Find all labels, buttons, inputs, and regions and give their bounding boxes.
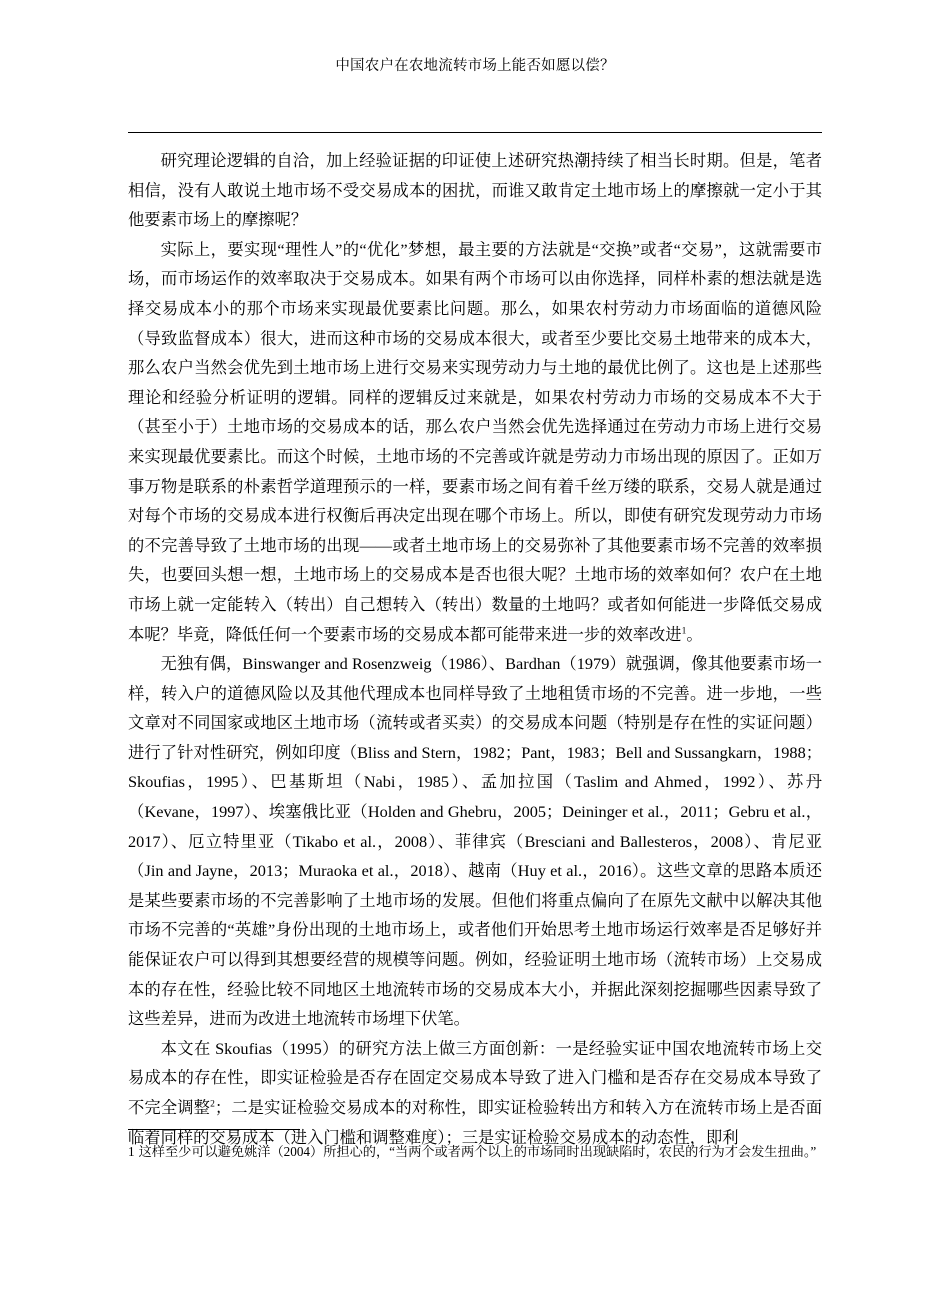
paragraph-3-text: 无独有偶，Binswanger and Rosenzweig（1986）、Bardhan（1979）就强调，像其他要素市场一样，转入户的道德风险以及其他代理成本也同样导致了土地租赁市场的不完善。进一步地，一些文章对不同国家或地区土地市场（流转或者买卖）的交易成本问题（特别是存在性的实证问题）进行了针对性研究，例如印度（Bliss and Stern，1982；Pant，1983；Bell and Sussangkarn，1988；Skoufias，1995）、巴基斯坦（Nabi，1985）、孟加拉国（Taslim and Ahmed，1992）、苏丹（Kevane，1997）、埃塞俄比亚（Holden and Ghebru，2005；Deininger et al.，2011；Gebru et al.，2017）、厄立特里亚（Tikabo et al.，2008）、菲律宾（Bresciani and Ballesteros，2008）、肯尼亚（Jin and Jayne，2013；Muraoka et al.，2018）、越南（Huy et al.，2016）。这些文章的思路本质还是某些要素市场的不完善影响了土地市场的发展。但他们将重点偏向了在原先文献中以解决其他市场不完善的“英雄”身份出现的土地市场上，或者他们开始思考土地市场运行效率是否足够好并能保证农户可以得到其想要经营的规模等问题。例如，经验证明土地市场（流转市场）上交易成本的存在性，经验比较不同地区土地流转市场的交易成本大小，并据此深刻挖掘哪些因素导致了这些差异，进而为改进土地流转市场埋下伏笔。: [128, 654, 822, 1029]
paragraph-2: [128, 235, 822, 649]
header-rule: [128, 132, 822, 133]
footnote-number: 1: [128, 1144, 135, 1159]
footnote-separator-rule: [128, 1129, 300, 1130]
paragraph-2-tail: 。: [686, 624, 703, 644]
footnote-zone: [128, 1129, 822, 1164]
footnote-text: 这样至少可以避免姚洋（2004）所担心的，“当两个或者两个以上的市场同时出现缺陷时，农民的行为才会发生扭曲。”: [138, 1144, 817, 1159]
footnote-1: [128, 1140, 822, 1164]
paragraph-2-text: 实际上，要实现“理性人”的“优化”梦想，最主要的方法就是“交换”或者“交易”，这就需要市场，而市场运作的效率取决于交易成本。如果有两个市场可以由你选择，同样朴素的想法就是选择交易成本小的那个市场来实现最优要素比问题。那么，如果农村劳动力市场面临的道德风险（导致监督成本）很大，进而这种市场的交易成本很大，或者至少要比交易土地带来的成本大，那么农户当然会优先到土地市场上进行交易来实现劳动力与土地的最优比例了。这也是上述那些理论和经验分析证明的逻辑。同样的逻辑反过来就是，如果农村劳动力市场的交易成本不大于（甚至小于）土地市场的交易成本的话，那么农户当然会优先选择通过在劳动力市场上进行交易来实现最优要素比。而这个时候，土地市场的不完善或许就是劳动力市场出现的原因了。正如万事万物是联系的朴素哲学道理预示的一样，要素市场之间有着千丝万缕的联系，交易人就是通过对每个市场的交易成本进行权衡后再决定出现在哪个市场上。所以，即使有研究发现劳动力市场的不完善导致了土地市场的出现——或者土地市场上的交易弥补了其他要素市场不完善的效率损失，也要回头想一想，土地市场上的交易成本是否也很大呢？土地市场的效率如何？农户在土地市场上就一定能转入（转出）自己想转入（转出）数量的土地吗？或者如何能进一步降低交易成本呢？毕竟，降低任何一个要素市场的交易成本都可能带来进一步的效率改进: [128, 239, 822, 644]
paragraph-4-tail: ；二是实证检验交易成本的对称性，即实证检验转出方和转入方在流转市场上是否面临着同样的交易成本（进入门槛和调整难度）；三是实证检验交易成本的动态性，即利: [128, 1098, 822, 1147]
footnote-marker-1[interactable]: 1: [681, 626, 687, 637]
running-head: 中国农户在农地流转市场上能否如愿以偿？: [335, 58, 615, 74]
paragraph-4-text: 本文在 Skoufias（1995）的研究方法上做三方面创新：一是经验实证中国农地流转市场上交易成本的存在性，即实证检验是否存在固定交易成本导致了进入门槛和是否存在交易成本导致了不完全调整: [128, 1038, 822, 1117]
paragraph-3: [128, 649, 822, 1034]
footnote-marker-2[interactable]: 2: [210, 1099, 215, 1110]
paragraph-1: [128, 146, 822, 235]
paragraph-1-text: 研究理论逻辑的自洽，加上经验证据的印证使上述研究热潮持续了相当长时期。但是，笔者相信，没有人敢说土地市场不受交易成本的困扰，而谁又敢肯定土地市场上的摩擦就一定小于其他要素市场上的摩擦呢？: [128, 151, 822, 230]
body-column: [128, 146, 822, 1152]
